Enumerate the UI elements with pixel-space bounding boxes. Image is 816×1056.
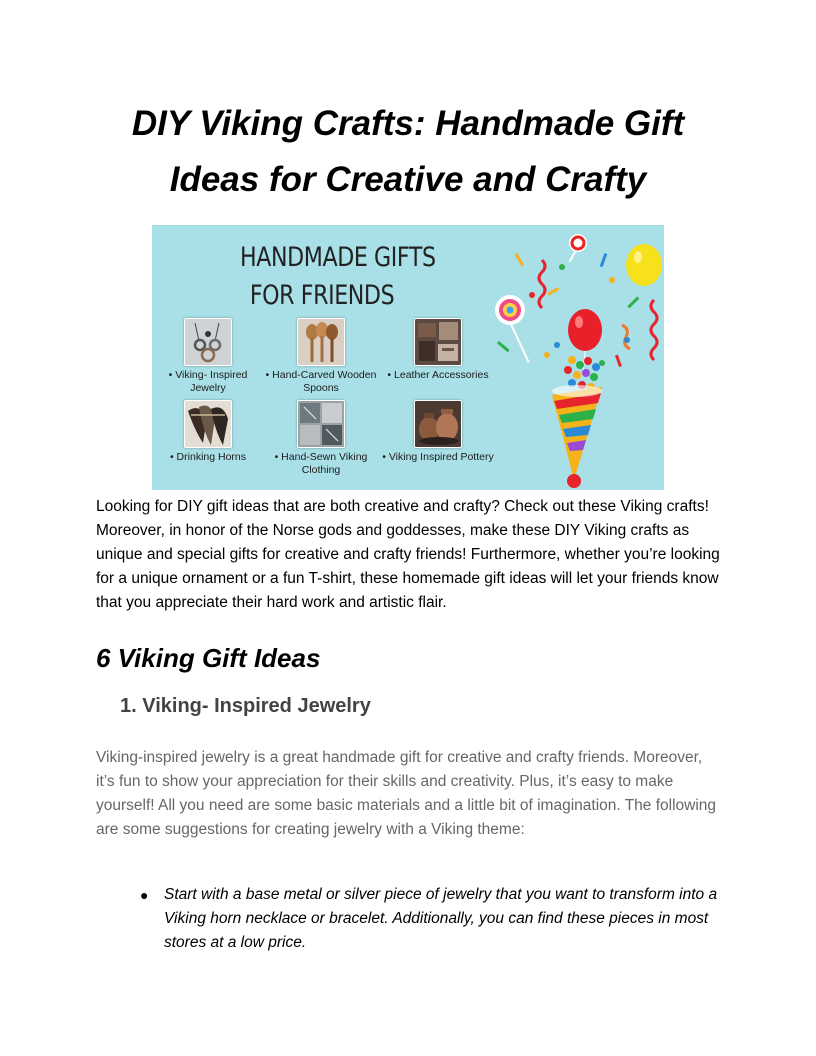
gift-item-label: • Viking Inspired Pottery xyxy=(382,451,494,463)
leather-thumbnail-icon xyxy=(414,318,462,366)
pottery-thumbnail-icon xyxy=(414,400,462,448)
clothing-thumbnail-icon xyxy=(297,400,345,448)
gift-item-label: • Viking- Inspired Jewelry xyxy=(168,369,248,394)
gift-item-label: • Hand-Carved Wooden Spoons xyxy=(265,369,377,394)
party-decoration-icon xyxy=(482,225,664,490)
subsection-heading: 1. Viking- Inspired Jewelry xyxy=(120,695,371,717)
document-title: DIY Viking Crafts: Handmade Gift Ideas for Creative and Crafty xyxy=(131,104,685,199)
spoons-thumbnail-icon xyxy=(297,318,345,366)
jewelry-thumbnail-icon xyxy=(184,318,232,366)
section-heading: 6 Viking Gift Ideas xyxy=(96,643,321,673)
bullet-marker: ● xyxy=(140,887,149,903)
bullet-text: Start with a base metal or silver piece of jewelry that you want to transform into a Viking horn necklace or bracelet. Additionally, you can find these pieces in most stores at a low price. xyxy=(164,886,718,951)
intro-paragraph: Looking for DIY gift ideas that are both creative and crafty? Check out these Viking crafts! Moreover, in honor of the Norse gods and goddesses, make these DIY Viking crafts as unique and special gifts for creative and crafty friends! Furthermore, whether you’re looking for a unique ornament or a fun T-shirt, these homemade gift ideas will let your friends know that you appreciate their hard work and artistic flair. xyxy=(96,498,720,611)
horns-thumbnail-icon xyxy=(184,400,232,448)
gift-item-spoons xyxy=(265,318,377,395)
gift-item-label: • Hand-Sewn Viking Clothing xyxy=(274,451,368,476)
hero-image xyxy=(152,225,664,490)
list-item xyxy=(140,883,720,955)
section-paragraph: Viking-inspired jewelry is a great handmade gift for creative and crafty friends. Moreover, it’s fun to show your appreciation for their skills and creativity. Plus, it’s easy to make yourself! All you need are some basic materials and a little bit of imagination. The following are some suggestions for creating jewelry with a Viking theme: xyxy=(96,749,717,838)
gift-item-pottery xyxy=(382,400,494,464)
gift-item-leather xyxy=(382,318,494,382)
gift-item-clothing xyxy=(265,400,377,477)
hero-title-line-1: HANDMADE GIFTS xyxy=(240,242,436,273)
bullet-list xyxy=(140,883,720,955)
gift-item-jewelry xyxy=(152,318,264,395)
gift-item-label: • Leather Accessories xyxy=(387,369,489,381)
hero-title xyxy=(240,239,453,315)
gift-item-label: • Drinking Horns xyxy=(169,451,247,463)
hero-title-line-2: FOR FRIENDS xyxy=(249,280,395,311)
gift-item-horns xyxy=(152,400,264,464)
